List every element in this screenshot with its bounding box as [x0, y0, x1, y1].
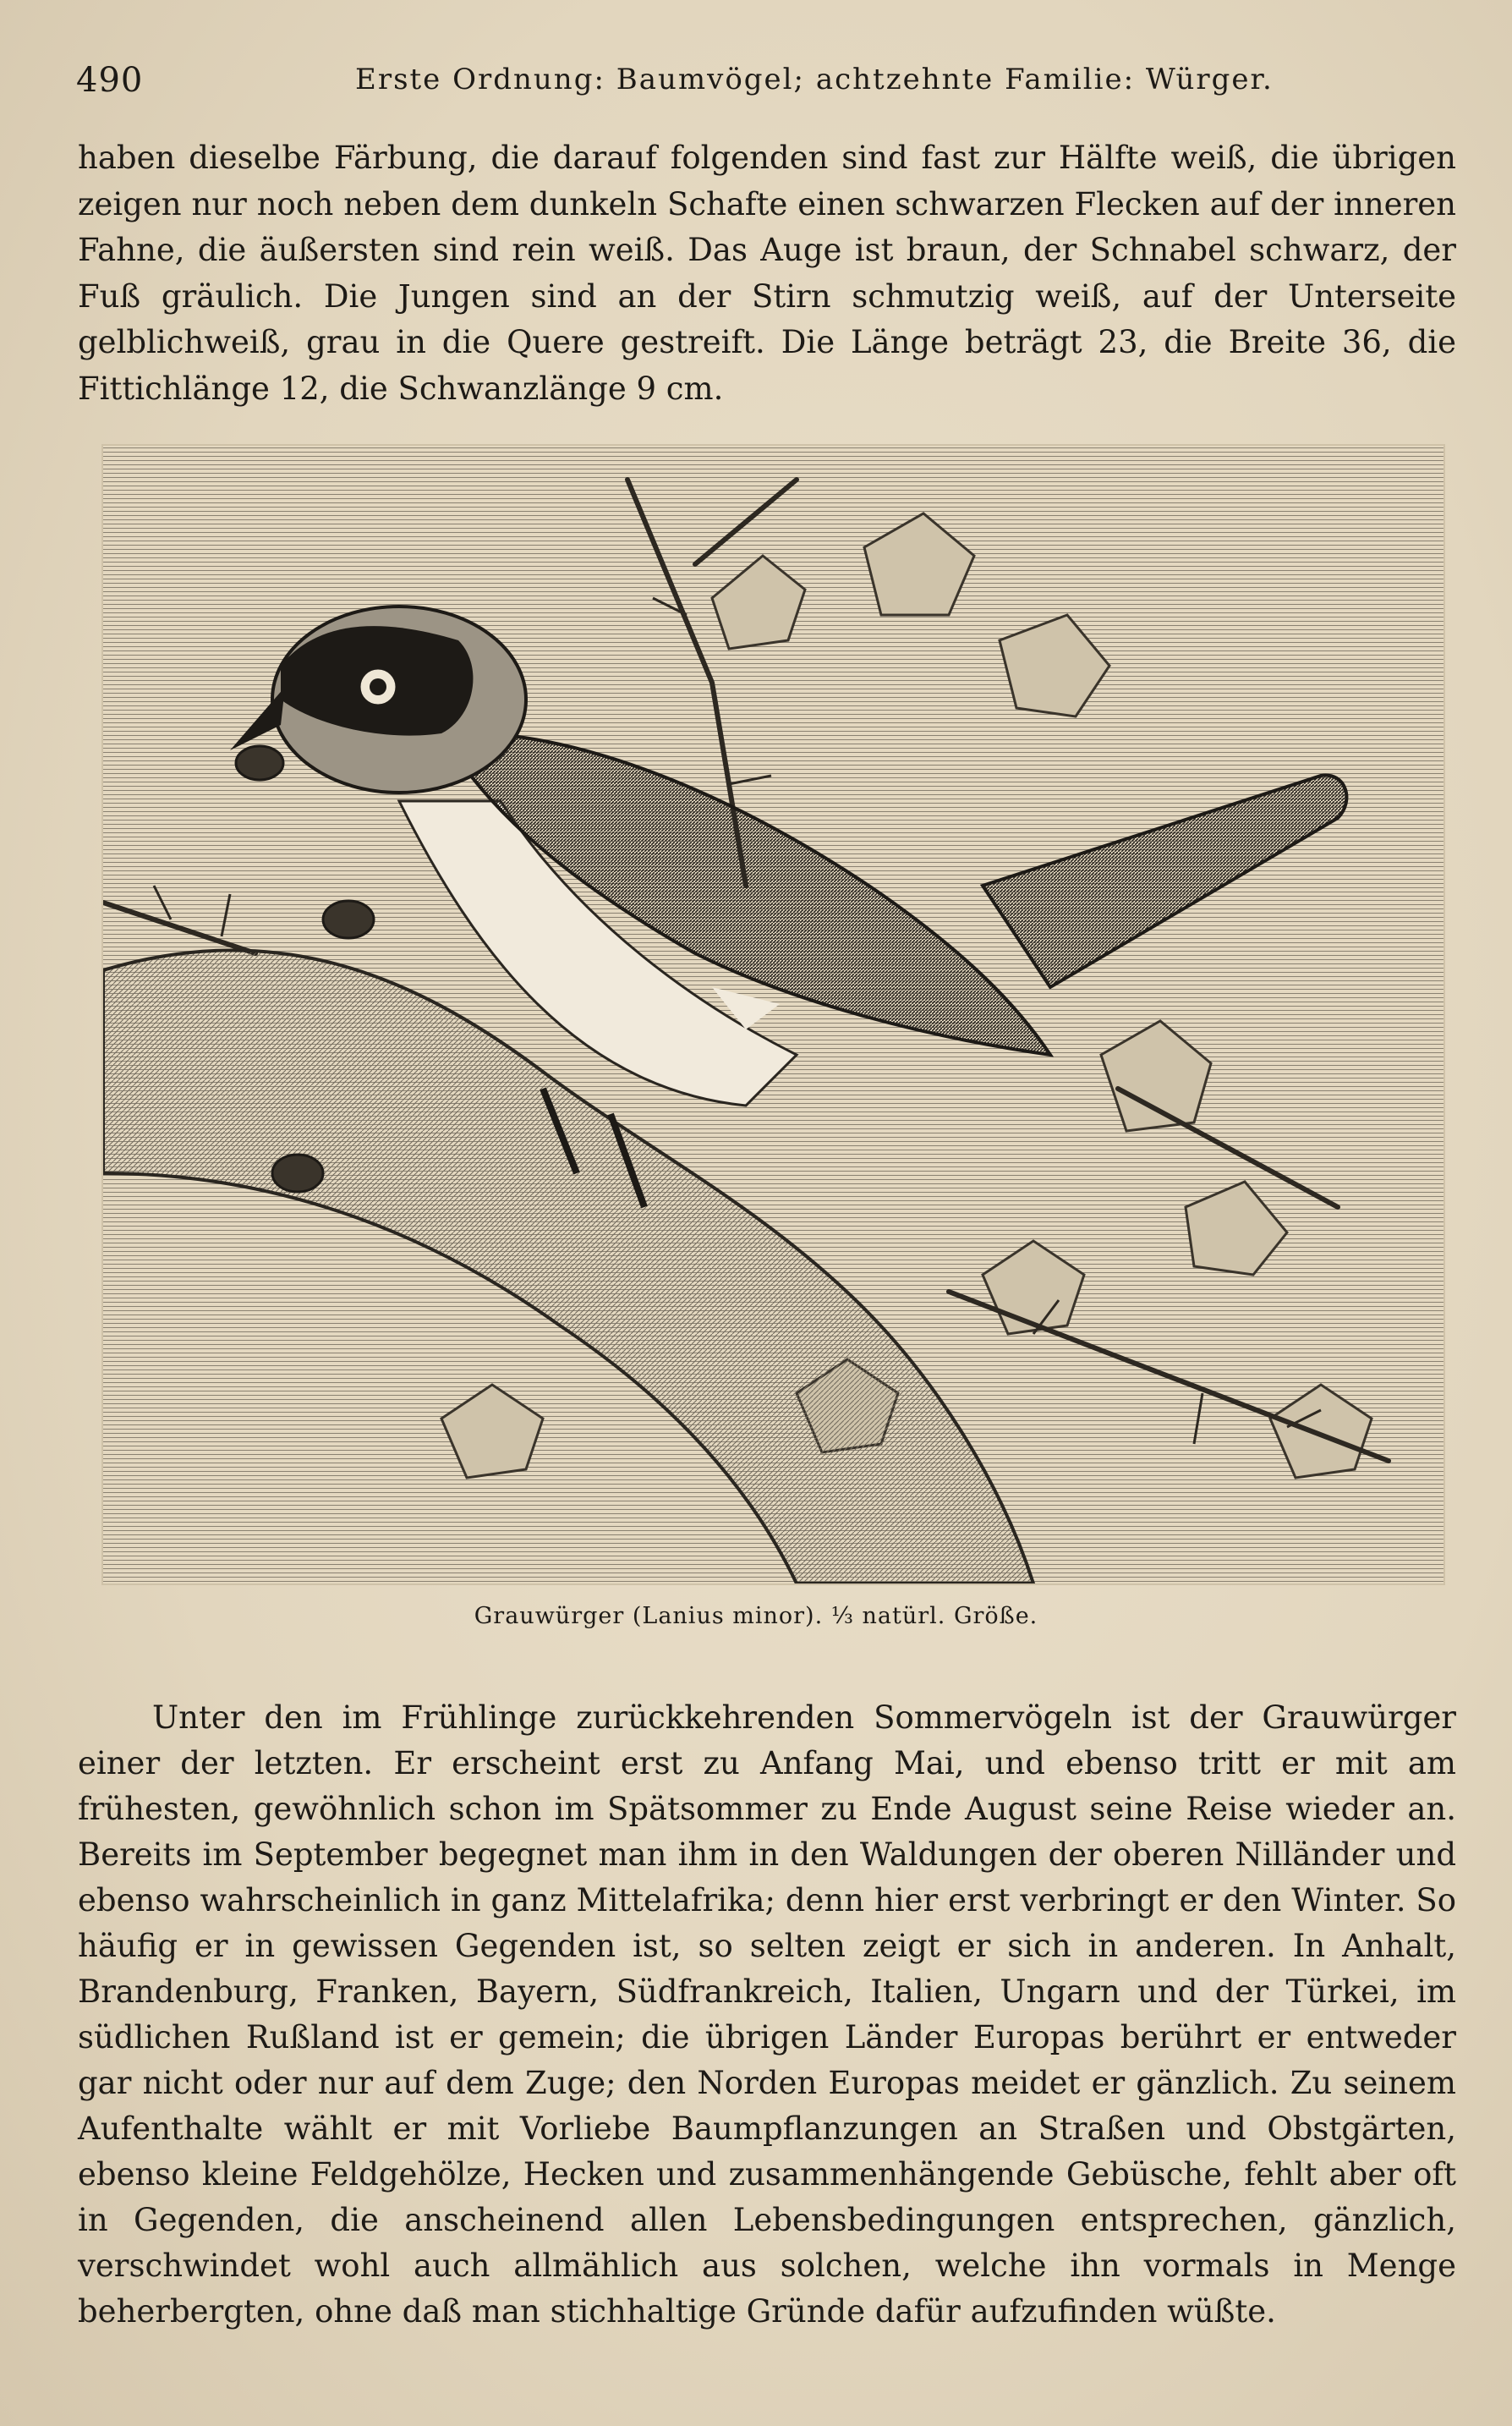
figure-caption: Grauwürger (Lanius minor). ⅓ natürl. Größe.: [474, 1603, 1038, 1629]
page-header: [76, 52, 1463, 112]
bird-illustration: [103, 446, 1444, 1583]
paragraph-continued: haben dieselbe Färbung, die darauf folgenden sind fast zur Hälfte weiß, die übrigen zeigen nur noch neben dem dunkeln Schafte einen schwarzen Flecken auf der inneren Fahne, die äußersten sind rein weiß. Das Auge ist braun, der Schnabel schwarz, der Fuß gräulich. Die Jungen sind an der Stirn schmutzig weiß, auf der Unterseite gelblichweiß, grau in die Quere gestreift. Die Länge beträgt 23, die Breite 36, die Fittichlänge 12, die Schwanzlänge 9 cm.: [78, 140, 1456, 407]
running-head: Erste Ordnung: Baumvögel; achtzehnte Familie: Würger.: [355, 63, 1274, 96]
shrike-engraving-figure: [101, 444, 1445, 1585]
paragraph-main: Unter den im Frühlinge zurückkehrenden Sommervögeln ist der Grauwürger einer der letzten. Er erscheint erst zu Anfang Mai, und ebenso tritt er mit am frühesten, gewöhnlich schon im Spätsommer zu Ende August seine Reise wieder an. Bereits im September begegnet man ihm in den Waldungen der oberen Nilländer und ebenso wahrscheinlich in ganz Mittelafrika; denn hier erst verbringt er den Winter. So häufig er in gewissen Gegenden ist, so selten zeigt er sich in anderen. In Anhalt, Brandenburg, Franken, Bayern, Südfrankreich, Italien, Ungarn und der Türkei, im südlichen Rußland ist er gemein; die übrigen Länder Europas berührt er entweder gar nicht oder nur auf dem Zuge; den Norden Europas meidet er gänzlich. Zu seinem Aufenthalte wählt er mit Vorliebe Baumpflanzungen an Straßen und Obstgärten, ebenso kleine Feldgehölze, Hecken und zusammenhängende Gebüsche, fehlt aber oft in Gegenden, die anscheinend allen Lebensbedingungen entsprechen, gänzlich, verschwindet wohl auch allmählich aus solchen, welche ihn vormals in Menge beherbergten, ohne daß man stichhaltige Gründe dafür aufzufinden wüßte.: [78, 1699, 1456, 2330]
page-number: 490: [76, 61, 144, 100]
